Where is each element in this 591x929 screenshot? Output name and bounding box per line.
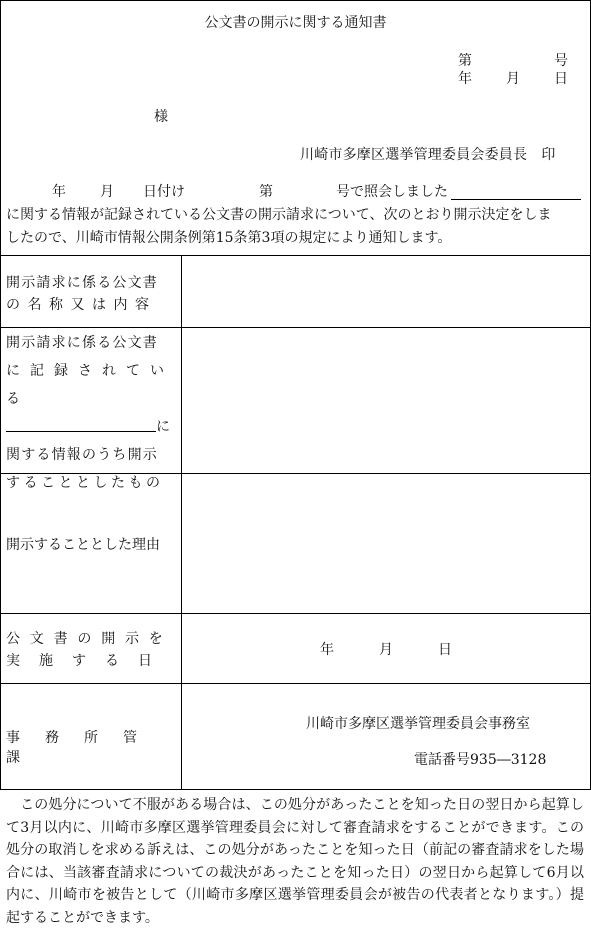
document-date [458,68,568,88]
recorded-label-line-3 [6,413,176,441]
date-month: 月 [506,71,520,87]
intro-year: 年 [52,184,66,200]
row-office [0,683,591,789]
intro-line-2: に関する情報が記録されている公文書の開示請求について、次のとおり開示決定をしま [6,207,552,223]
intro-query-text: 号で照会しました [336,184,448,200]
recorded-label-line-2: に記録されている [6,363,174,407]
intro-paragraph [6,181,584,250]
recorded-label-line-1: 開示請求に係る公文書 [6,335,158,351]
implement-label-line-1: 公文書の開示を [6,631,173,647]
doc-name-label-line-1: 開示請求に係る公文書 [6,275,158,291]
row-implementation-date [0,613,591,684]
implement-year: 年 [320,642,334,658]
doc-name-label-line-2: の名称又は内容 [6,297,157,313]
appeal-notice: この処分について不服がある場合は、この処分があったことを知った日の翌日から起算して3月以内に、川崎市多摩区選挙管理委員会に対して審査請求をすることができます。この処分の取消しを求める訴えは、この処分があったことを知った日（前記の審査請求をした場合には、当該審査請求についての裁決があったことを知った日）の翌日から起算して6月以内に、川崎市を被告として（川崎市多摩区選挙管理委員会が被告の代表者となります。）提起することができます。 [6,797,584,926]
subject-blank-line [451,181,581,200]
intro-line-3: したので、川崎市情報公開条例第15条第3項の規定により通知します。 [6,230,452,246]
office-phone: 電話番号935―3128 [414,752,547,768]
addressee-suffix: 様 [154,109,168,125]
implement-label-line-2: 実施する日 [6,653,171,669]
recorded-label-line-4: 関する情報のうち開示 [6,447,158,463]
recorded-label-line-5: することとしたもの [6,475,164,491]
implement-day: 日 [438,642,452,658]
number-suffix: 号 [554,53,568,69]
intro-month: 月 [100,184,114,200]
sender-name: 川崎市多摩区選挙管理委員会委員長 印 [300,147,556,163]
number-prefix: 第 [458,53,472,69]
date-year: 年 [458,71,472,87]
recorded-blank-line [6,413,156,432]
implementation-date-value [320,639,452,659]
document-number [458,50,568,70]
reason-label: 開示することとした理由 [6,537,160,553]
row-reason [0,473,591,614]
intro-dated: 日付け [143,184,185,200]
recorded-label-line-3-suffix: に [156,419,170,435]
office-label: 事務所管課 [6,730,162,766]
office-name: 川崎市多摩区選挙管理委員会事務室 [306,716,530,732]
document-title: 公文書の開示に関する通知書 [204,15,387,31]
intro-number-prefix: 第 [259,184,273,200]
row-recorded-info [0,327,591,491]
row-document-name [0,255,591,328]
implement-month: 月 [379,642,393,658]
date-day: 日 [554,71,568,87]
